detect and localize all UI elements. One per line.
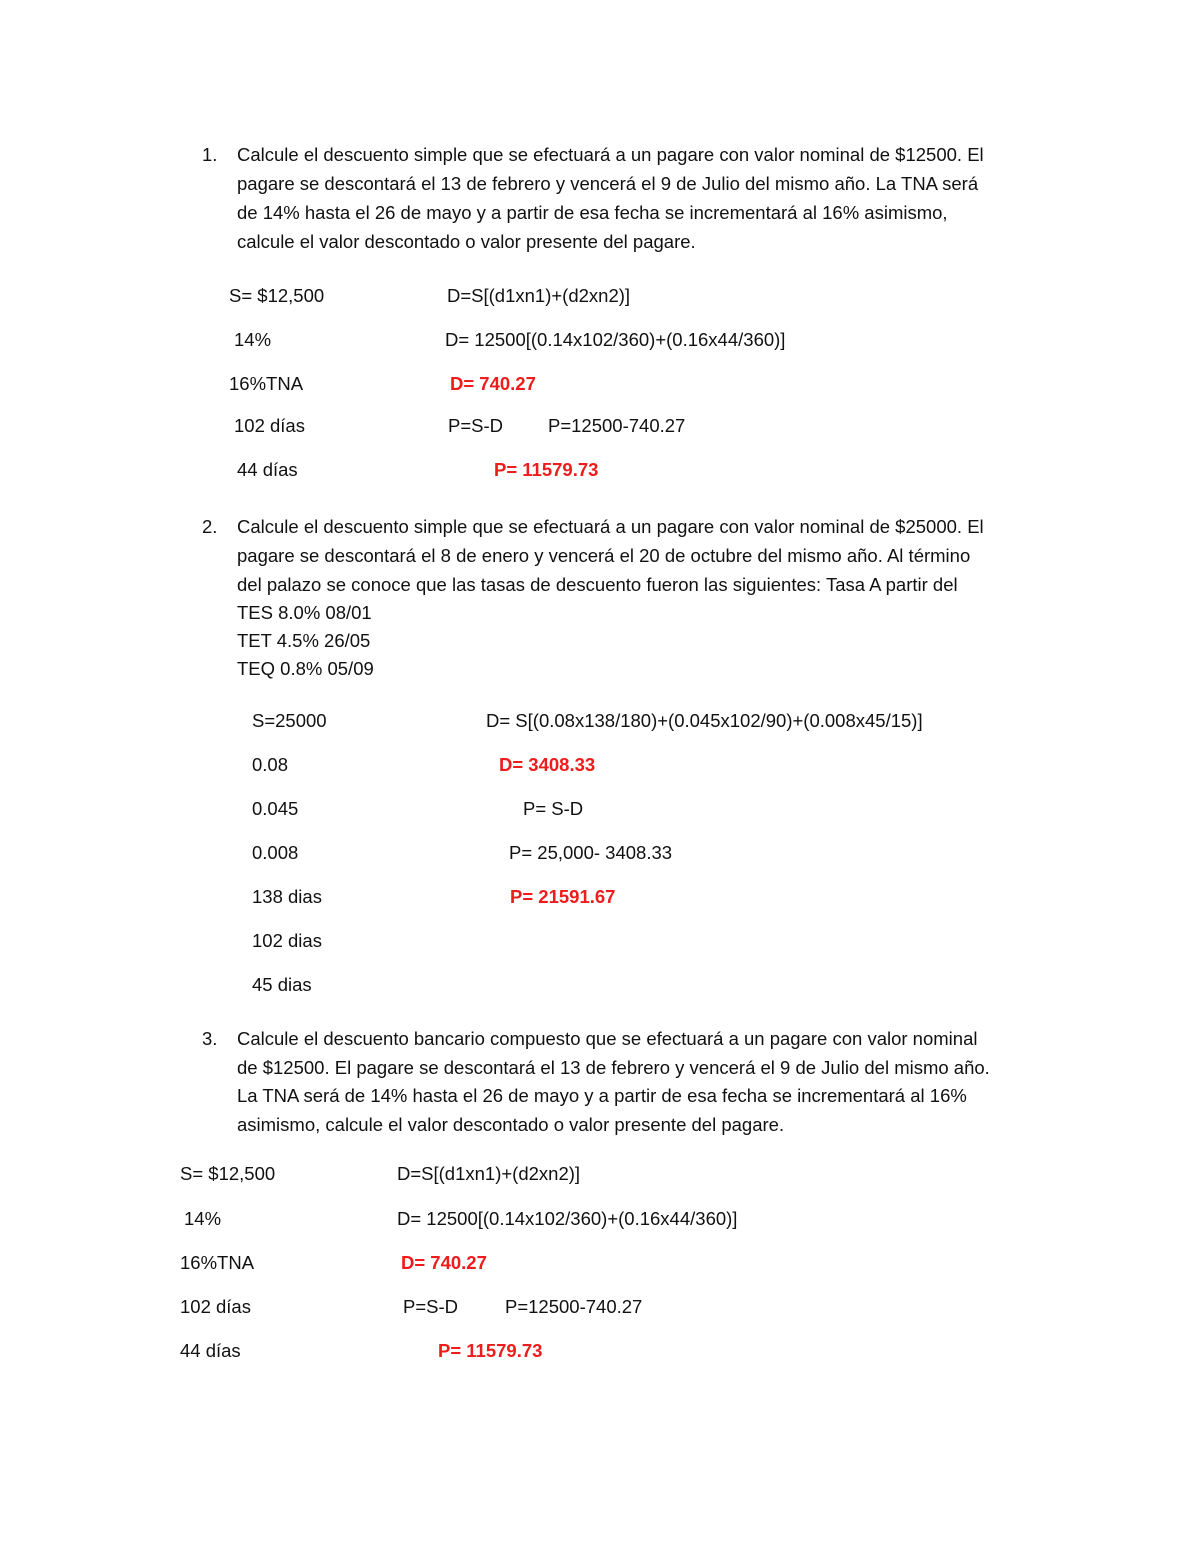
q2-p-calc: P= 25,000- 3408.33 xyxy=(509,842,673,863)
q1-line-2: pagare se descontará el 13 de febrero y vencerá el 9 de Julio del mismo año. La TNA será xyxy=(237,173,979,194)
q1-days-1: 102 días xyxy=(234,415,305,436)
q3-p-calc: P=12500-740.27 xyxy=(505,1296,643,1317)
q3-present-value-result: P= 11579.73 xyxy=(438,1340,543,1361)
q1-p-calc: P=12500-740.27 xyxy=(548,415,686,436)
q1-line-3: de 14% hasta el 26 de mayo y a partir de esa fecha se incrementará al 16% asimismo, xyxy=(237,202,948,223)
q2-days-1: 138 dias xyxy=(252,886,322,907)
q1-present-value-result: P= 11579.73 xyxy=(494,459,599,480)
q3-days-1: 102 días xyxy=(180,1296,251,1317)
q2-line-3: del palazo se conoce que las tasas de descuento fueron las siguientes: Tasa A partir del xyxy=(237,574,958,595)
q3-days-2: 44 días xyxy=(180,1340,241,1361)
q2-number: 2. xyxy=(202,516,218,537)
q2-rate-3: 0.008 xyxy=(252,842,299,863)
q3-line-2: de $12500. El pagare se descontará el 13 de febrero y vencerá el 9 de Julio del mismo año. xyxy=(237,1057,990,1078)
q2-rate-2: 0.045 xyxy=(252,798,299,819)
q1-number: 1. xyxy=(202,144,218,165)
q2-line-4: TES 8.0% 08/01 xyxy=(237,602,372,623)
q3-discount-result: D= 740.27 xyxy=(401,1252,487,1273)
q3-p-formula: P=S-D xyxy=(403,1296,459,1317)
q2-present-value-result: P= 21591.67 xyxy=(510,886,616,907)
q1-discount-result: D= 740.27 xyxy=(450,373,536,394)
q2-days-2: 102 dias xyxy=(252,930,322,951)
q2-line-5: TET 4.5% 26/05 xyxy=(237,630,371,651)
q2-discount-result: D= 3408.33 xyxy=(499,754,596,775)
q2-days-3: 45 dias xyxy=(252,974,312,995)
q1-formula-substituted: D= 12500[(0.14x102/360)+(0.16x44/360)] xyxy=(445,329,786,350)
q3-line-1: Calcule el descuento bancario compuesto que se efectuará a un pagare con valor nominal xyxy=(237,1028,978,1049)
q1-line-4: calcule el valor descontado o valor presente del pagare. xyxy=(237,231,696,252)
q3-formula-substituted: D= 12500[(0.14x102/360)+(0.16x44/360)] xyxy=(397,1208,738,1229)
q1-rate-2: 16%TNA xyxy=(229,373,304,394)
q1-p-formula: P=S-D xyxy=(448,415,504,436)
q1-s-value: S= $12,500 xyxy=(229,285,325,306)
q1-formula: D=S[(d1xn1)+(d2xn2)] xyxy=(447,285,631,306)
q3-rate-1: 14% xyxy=(184,1208,222,1229)
q3-rate-2: 16%TNA xyxy=(180,1252,255,1273)
q2-s-value: S=25000 xyxy=(252,710,327,731)
q3-line-3: La TNA será de 14% hasta el 26 de mayo y a partir de esa fecha se incrementará al 16% xyxy=(237,1085,967,1106)
q1-days-2: 44 días xyxy=(237,459,298,480)
q1-line-1: Calcule el descuento simple que se efectuará a un pagare con valor nominal de $12500. El xyxy=(237,144,984,165)
q3-s-value: S= $12,500 xyxy=(180,1163,276,1184)
q2-line-2: pagare se descontará el 8 de enero y vencerá el 20 de octubre del mismo año. Al término xyxy=(237,545,971,566)
q3-formula: D=S[(d1xn1)+(d2xn2)] xyxy=(397,1163,581,1184)
q3-number: 3. xyxy=(202,1028,218,1049)
q1-rate-1: 14% xyxy=(234,329,272,350)
q2-line-1: Calcule el descuento simple que se efectuará a un pagare con valor nominal de $25000. El xyxy=(237,516,984,537)
q2-p-formula: P= S-D xyxy=(523,798,584,819)
q2-line-6: TEQ 0.8% 05/09 xyxy=(237,658,374,679)
q3-line-4: asimismo, calcule el valor descontado o valor presente del pagare. xyxy=(237,1114,785,1135)
q2-rate-1: 0.08 xyxy=(252,754,289,775)
q2-formula: D= S[(0.08x138/180)+(0.045x102/90)+(0.008x45/15)] xyxy=(486,710,923,731)
